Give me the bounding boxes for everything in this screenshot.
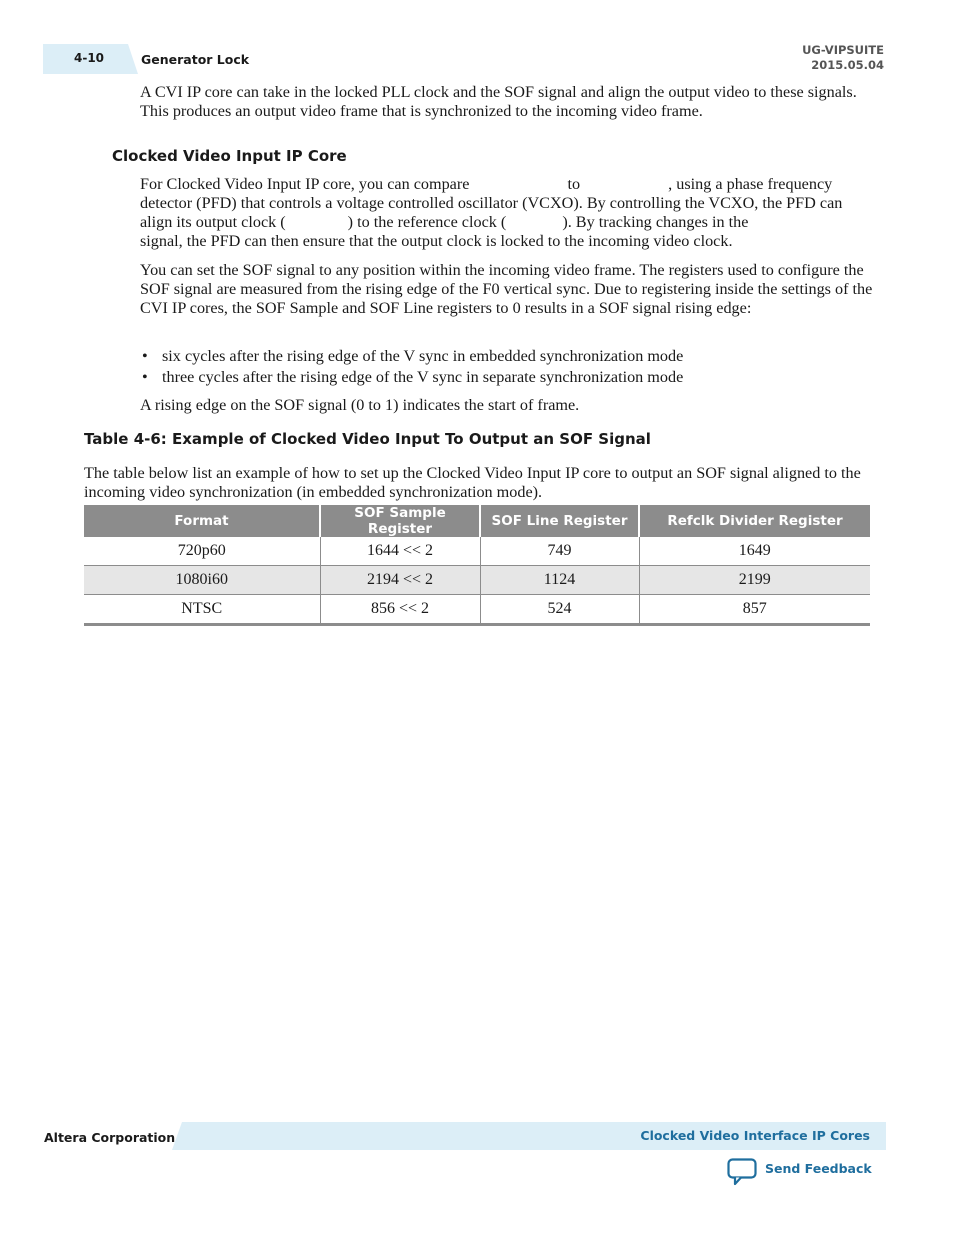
table-header-cell: Refclk Divider Register (639, 505, 870, 537)
table-cell: 524 (480, 595, 639, 625)
list-item: • six cycles after the rising edge of the V sync in embedded synchronization mode (140, 346, 683, 367)
table-row (84, 595, 870, 625)
footer-company: Altera Corporation (44, 1130, 176, 1145)
doc-info (802, 43, 884, 73)
sof-table (84, 505, 870, 626)
pfd-text-f: signal, the PFD can then ensure that the output clock is locked to the incoming video clock. (140, 232, 733, 250)
table-header-cell: Format (84, 505, 320, 537)
doc-date: 2015.05.04 (811, 58, 884, 72)
table-cell: 720p60 (84, 537, 320, 566)
bullet-list (140, 346, 683, 388)
table-cell: 749 (480, 537, 639, 566)
sof-paragraph: You can set the SOF signal to any position within the incoming video frame. The registers used to configure the SOF signal are measured from the rising edge of the F0 vertical sync. Due to registering inside the settings of the CVI IP cores, the SOF Sample and SOF Line registers to 0 results in a SOF signal rising edge: (140, 261, 873, 317)
rising-edge-paragraph: A rising edge on the SOF signal (0 to 1) indicates the start of frame. (140, 396, 580, 414)
table-cell: NTSC (84, 595, 320, 625)
footer-doc-title-link[interactable]: Clocked Video Interface IP Cores (640, 1128, 870, 1143)
section-heading: Clocked Video Input IP Core (112, 147, 347, 165)
pfd-text-e: ). By tracking changes in the (562, 213, 753, 231)
table-cell: 2199 (639, 566, 870, 595)
feedback-icon[interactable] (727, 1158, 757, 1191)
intro-paragraph: A CVI IP core can take in the locked PLL clock and the SOF signal and align the output video to these signals. This produces an output video frame that is synchronized to the incoming video frame. (140, 83, 857, 120)
table-cell: 1080i60 (84, 566, 320, 595)
table-header-cell: SOF Sample Register (320, 505, 480, 537)
table-caption: Table 4-6: Example of Clocked Video Input To Output an SOF Signal (84, 430, 651, 448)
doc-id: UG-VIPSUITE (802, 43, 884, 57)
pfd-text-b: to (563, 175, 585, 193)
pfd-text-d: ) to the reference clock ( (347, 213, 507, 231)
page-number: 4-10 (74, 51, 105, 65)
table-cell: 1644 << 2 (320, 537, 480, 566)
table-row (84, 537, 870, 566)
table-cell: 2194 << 2 (320, 566, 480, 595)
table-cell: 1649 (639, 537, 870, 566)
table-row (84, 566, 870, 595)
list-item: • three cycles after the rising edge of the V sync in separate synchronization mode (140, 367, 683, 388)
table-cell: 856 << 2 (320, 595, 480, 625)
pfd-text-c: , using a phase frequency detector (PFD) that controls a voltage controlled oscillator (VCXO). By controlling the VCXO, the PFD can align its output clock ( (140, 175, 843, 231)
table-header-row (84, 505, 870, 537)
table-cell: 857 (639, 595, 870, 625)
table-cell: 1124 (480, 566, 639, 595)
send-feedback-link[interactable]: Send Feedback (765, 1161, 872, 1176)
pfd-paragraph (140, 175, 875, 251)
section-title: Generator Lock (141, 52, 250, 67)
table-intro: The table below list an example of how to set up the Clocked Video Input IP core to output an SOF signal aligned to the incoming video synchronization (in embedded synchronization mode). (84, 464, 861, 501)
pfd-text-a: For Clocked Video Input IP core, you can compare (140, 175, 474, 193)
table-header-cell: SOF Line Register (480, 505, 639, 537)
